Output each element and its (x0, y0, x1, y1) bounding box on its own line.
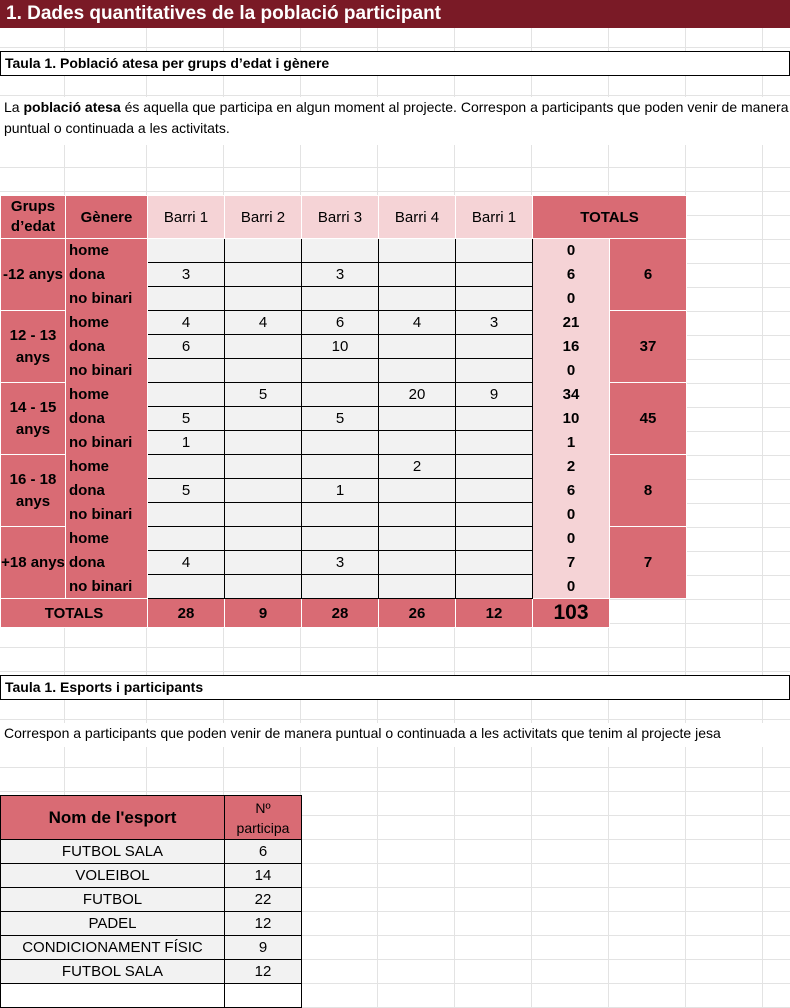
value-cell: 3 (302, 263, 379, 287)
row-total: 2 (533, 455, 610, 479)
value-cell: 4 (148, 551, 225, 575)
value-cell (379, 575, 456, 599)
table-row (1, 551, 687, 575)
description-post: és aquella que participa en algun moment al projecte. Correspon a participants que poden venir de manera puntual o continuada a les activitats. (4, 99, 789, 136)
value-cell (379, 335, 456, 359)
sport-name: FUTBOL (1, 888, 225, 912)
header-age: Grups d’edat (1, 196, 66, 239)
column-total: 26 (379, 599, 456, 628)
value-cell (456, 335, 533, 359)
gender-label: dona (66, 407, 148, 431)
row-total: 10 (533, 407, 610, 431)
header-totals: TOTALS (533, 196, 687, 239)
gender-label: dona (66, 551, 148, 575)
value-cell: 3 (148, 263, 225, 287)
participant-count: 22 (225, 888, 302, 912)
gender-label: no binari (66, 575, 148, 599)
value-cell (456, 263, 533, 287)
value-cell (302, 359, 379, 383)
row-total: 7 (533, 551, 610, 575)
value-cell: 6 (302, 311, 379, 335)
row-total: 0 (533, 359, 610, 383)
value-cell (148, 527, 225, 551)
participant-count: 6 (225, 840, 302, 864)
row-total: 6 (533, 263, 610, 287)
gender-label: home (66, 311, 148, 335)
value-cell: 1 (302, 479, 379, 503)
value-cell (379, 263, 456, 287)
header-neighborhood: Barri 3 (302, 196, 379, 239)
value-cell (379, 239, 456, 263)
value-cell: 4 (148, 311, 225, 335)
table-row (1, 431, 687, 455)
column-total: 28 (302, 599, 379, 628)
value-cell (225, 407, 302, 431)
value-cell (302, 503, 379, 527)
header-row (1, 196, 687, 239)
row-total: 6 (533, 479, 610, 503)
row-total: 0 (533, 287, 610, 311)
value-cell: 5 (225, 383, 302, 407)
column-total: 9 (225, 599, 302, 628)
age-group-label: 12 - 13 anys (1, 311, 66, 383)
value-cell (379, 479, 456, 503)
value-cell (225, 359, 302, 383)
value-cell (225, 575, 302, 599)
value-cell (225, 335, 302, 359)
table-row (1, 287, 687, 311)
gender-label: no binari (66, 431, 148, 455)
value-cell (225, 263, 302, 287)
value-cell (379, 407, 456, 431)
value-cell (225, 527, 302, 551)
group-total: 45 (610, 383, 687, 455)
table-row (1, 527, 687, 551)
group-total: 37 (610, 311, 687, 383)
value-cell: 5 (148, 407, 225, 431)
sport-name: PADEL (1, 912, 225, 936)
sport-name: FUTBOL SALA (1, 960, 225, 984)
value-cell: 10 (302, 335, 379, 359)
value-cell: 6 (148, 335, 225, 359)
sport-row (1, 888, 302, 912)
value-cell (456, 239, 533, 263)
value-cell (379, 527, 456, 551)
description-bold: població atesa (23, 99, 121, 115)
table-row (1, 335, 687, 359)
gender-label: no binari (66, 503, 148, 527)
gender-label: home (66, 455, 148, 479)
table-row (1, 503, 687, 527)
sport-row (1, 960, 302, 984)
gender-label: no binari (66, 359, 148, 383)
value-cell (225, 479, 302, 503)
table-row (1, 383, 687, 407)
value-cell (302, 287, 379, 311)
value-cell (456, 455, 533, 479)
header-neighborhood: Barri 1 (148, 196, 225, 239)
value-cell (302, 575, 379, 599)
table1-description (0, 97, 790, 145)
value-cell (379, 503, 456, 527)
table-row (1, 455, 687, 479)
header-sport-name: Nom de l'esport (1, 796, 225, 840)
sport-name: FUTBOL SALA (1, 840, 225, 864)
row-total: 1 (533, 431, 610, 455)
gender-label: dona (66, 263, 148, 287)
value-cell (148, 239, 225, 263)
value-cell (225, 239, 302, 263)
participant-count: 9 (225, 936, 302, 960)
value-cell: 1 (148, 431, 225, 455)
gender-label: dona (66, 335, 148, 359)
value-cell (456, 575, 533, 599)
value-cell (379, 431, 456, 455)
age-group-label: 14 - 15 anys (1, 383, 66, 455)
age-group-label: 16 - 18 anys (1, 455, 66, 527)
column-total: 12 (456, 599, 533, 628)
value-cell (148, 359, 225, 383)
age-group-label: +18 anys (1, 527, 66, 599)
value-cell (225, 287, 302, 311)
population-table (0, 195, 687, 628)
value-cell (302, 455, 379, 479)
table2-caption: Taula 1. Esports i participants (0, 675, 790, 700)
section-title: 1. Dades quantitatives de la població participant (0, 0, 790, 28)
totals-row (1, 599, 687, 628)
row-total: 0 (533, 503, 610, 527)
table-row (1, 407, 687, 431)
gender-label: home (66, 239, 148, 263)
value-cell (225, 551, 302, 575)
sport-row (1, 936, 302, 960)
value-cell (456, 359, 533, 383)
value-cell (456, 407, 533, 431)
age-group-label: -12 anys (1, 239, 66, 311)
table-row (1, 311, 687, 335)
grand-total: 103 (533, 599, 610, 628)
value-cell (225, 431, 302, 455)
participant-count: 12 (225, 960, 302, 984)
header-count-line1: Nº (255, 799, 271, 816)
value-cell (148, 287, 225, 311)
value-cell (225, 455, 302, 479)
header-gender: Gènere (66, 196, 148, 239)
value-cell (379, 287, 456, 311)
value-cell (302, 431, 379, 455)
sport-row (1, 912, 302, 936)
value-cell (302, 383, 379, 407)
participant-count: 14 (225, 864, 302, 888)
value-cell (456, 431, 533, 455)
description-pre: La (4, 99, 24, 115)
value-cell (302, 527, 379, 551)
value-cell (379, 359, 456, 383)
participant-count: 12 (225, 912, 302, 936)
header-neighborhood: Barri 4 (379, 196, 456, 239)
value-cell (148, 383, 225, 407)
empty-cell (610, 599, 687, 628)
value-cell: 4 (225, 311, 302, 335)
row-total: 21 (533, 311, 610, 335)
table1-caption: Taula 1. Població atesa per grups d’edat i gènere (0, 51, 790, 76)
row-total: 16 (533, 335, 610, 359)
sport-row (1, 864, 302, 888)
table-row (1, 479, 687, 503)
sport-row (1, 840, 302, 864)
value-cell (456, 479, 533, 503)
table-row (1, 263, 687, 287)
sports-table (0, 795, 302, 1008)
value-cell (148, 503, 225, 527)
table-row (1, 359, 687, 383)
value-cell (225, 503, 302, 527)
value-cell (379, 551, 456, 575)
sport-row (1, 984, 302, 1008)
value-cell (456, 551, 533, 575)
sport-name (1, 984, 225, 1008)
value-cell: 5 (302, 407, 379, 431)
value-cell (302, 239, 379, 263)
value-cell: 3 (302, 551, 379, 575)
group-total: 8 (610, 455, 687, 527)
gender-label: dona (66, 479, 148, 503)
totals-label: TOTALS (1, 599, 148, 628)
value-cell: 3 (456, 311, 533, 335)
table2-description: Correspon a participants que poden venir de manera puntual o continuada a les activitats que tenim al projecte jesa (0, 723, 790, 747)
value-cell (456, 287, 533, 311)
column-total: 28 (148, 599, 225, 628)
row-total: 0 (533, 527, 610, 551)
value-cell: 20 (379, 383, 456, 407)
value-cell (148, 455, 225, 479)
group-total: 6 (610, 239, 687, 311)
value-cell: 2 (379, 455, 456, 479)
group-total: 7 (610, 527, 687, 599)
header-neighborhood: Barri 1 (456, 196, 533, 239)
value-cell (456, 527, 533, 551)
gender-label: home (66, 383, 148, 407)
header-participant-count (225, 796, 302, 840)
row-total: 0 (533, 239, 610, 263)
value-cell: 5 (148, 479, 225, 503)
gender-label: no binari (66, 287, 148, 311)
row-total: 0 (533, 575, 610, 599)
value-cell (456, 503, 533, 527)
participant-count (225, 984, 302, 1008)
gender-label: home (66, 527, 148, 551)
header-count-line2: participa (236, 819, 290, 836)
header-neighborhood: Barri 2 (225, 196, 302, 239)
value-cell: 9 (456, 383, 533, 407)
value-cell (148, 575, 225, 599)
sports-header-row (1, 796, 302, 840)
table-row (1, 239, 687, 263)
table-row (1, 575, 687, 599)
sport-name: VOLEIBOL (1, 864, 225, 888)
sport-name: CONDICIONAMENT FÍSIC (1, 936, 225, 960)
value-cell: 4 (379, 311, 456, 335)
row-total: 34 (533, 383, 610, 407)
